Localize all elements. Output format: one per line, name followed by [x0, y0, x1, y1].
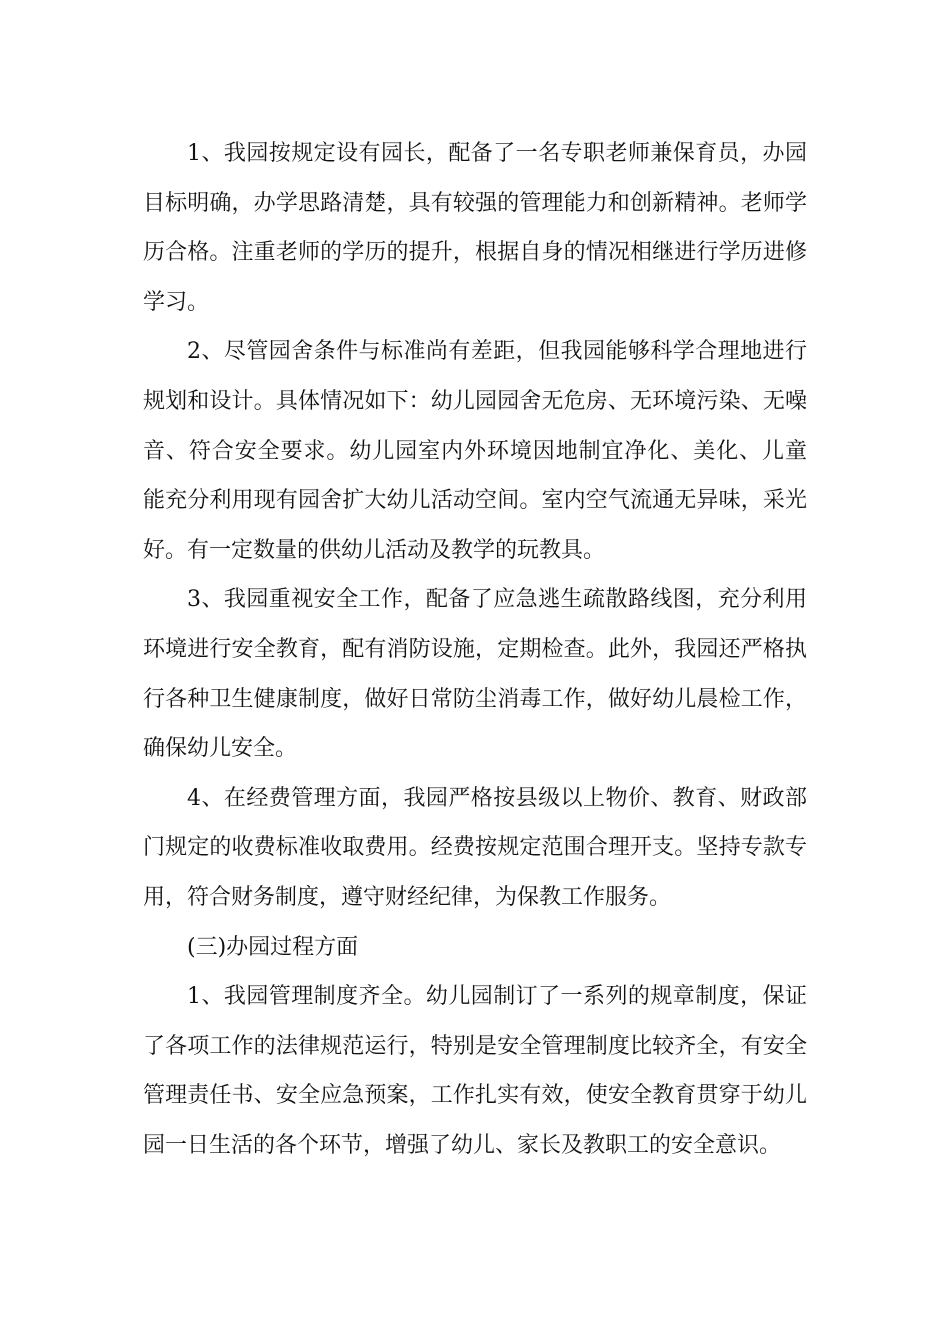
section-heading: (三)办园过程方面: [187, 934, 359, 960]
paragraph-facilities: 2、尽管园舍条件与标准尚有差距，但我园能够科学合理地进行规划和设计。具体情况如下：幼儿园园舍无危房、无环境污染、无噪音、符合安全要求。幼儿园室内外环境因地制宜净化、美化、儿童 能充分利用现有园舍扩大幼儿活动空间。室内空气流通无异味，采光好。有一定数量的供幼儿活动及教学的玩教具。: [143, 339, 807, 563]
paragraph-safety: 3、我园重视安全工作，配备了应急逃生疏散路线图，充分利用环境进行安全教育，配有消防设施，定期检查。此外，我园还严格执行各种卫生健康制度，做好日常防尘消毒工作，做好幼儿晨检工作，确保幼儿安全。: [143, 587, 807, 762]
paragraph-funding: 4、在经费管理方面，我园严格按县级以上物价、教育、财政部门规定的收费标准收取费用。经费按规定范围合理开支。坚持专款专用，符合财务制度，遵守财经纪律，为保教工作服务。: [143, 785, 807, 910]
paragraph-management: 1、我园管理制度齐全。幼儿园制订了一系列的规章制度，保证了各项工作的法律规范运行，特别是安全管理制度比较齐全，有安全管理责任书、安全应急预案，工作扎实有效，使安全教育贯穿于幼儿园一日生活的各个环节，增强了幼儿、家长及教职工的安全意识。: [143, 984, 807, 1158]
document-body: [143, 129, 807, 1170]
paragraph-leadership: 1、我园按规定设有园长，配备了一名专职老师兼保育员，办园目标明确，办学思路清楚，具有较强的管理能力和创新精神。老师学历合格。注重老师的学历的提升，根据自身的情况相继进行学历进修学习。: [143, 141, 807, 315]
